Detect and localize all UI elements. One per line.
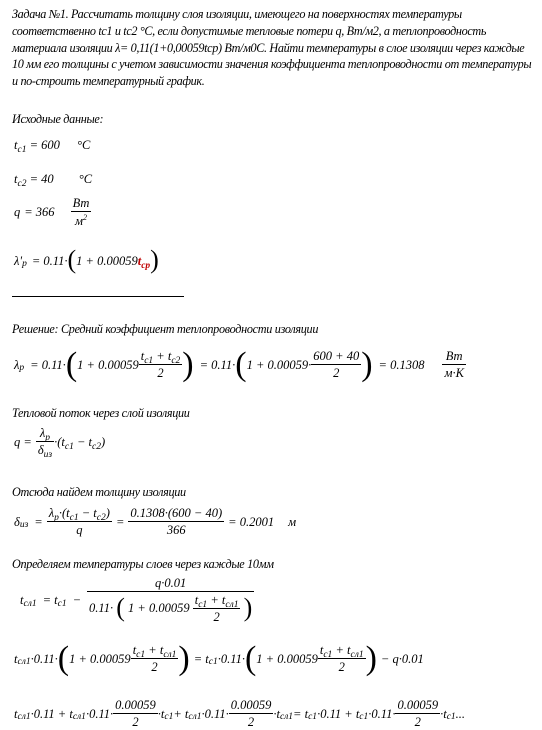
separator-line: [12, 296, 184, 297]
formula-part: λ: [39, 426, 46, 440]
formula-part: ·0.11·: [30, 651, 58, 666]
q-value: = 366: [24, 205, 55, 220]
formula-part: 2: [193, 608, 241, 625]
formula-part: сл1: [188, 712, 202, 722]
eq2-rest: [54, 435, 105, 450]
q-unit-num: Вт: [72, 196, 90, 210]
formula-part: c1: [164, 712, 174, 722]
formula-part: ): [365, 640, 377, 677]
formula-part: 366: [128, 521, 224, 538]
temps-heading: Определяем температуры слоев через каждые 10мм: [12, 557, 274, 571]
lambda-expr-b: 1 + 0.00059: [76, 253, 138, 268]
equation-layer-temp-linear: [14, 698, 465, 730]
formula-part: ·(t: [54, 434, 65, 449]
formula-part: 2: [131, 658, 179, 675]
formula-part: 0.1308·(600 − 40): [130, 506, 223, 520]
given-lambda: [14, 246, 159, 276]
formula-part: ·t: [440, 706, 447, 721]
formula-part: q: [47, 521, 112, 538]
formula-part: ): [100, 434, 106, 449]
formula-part: [36, 441, 54, 458]
formula-part: t: [194, 593, 199, 607]
equation-mean-conductivity: [14, 346, 466, 384]
formula-part: [131, 643, 179, 658]
formula-part: [113, 698, 158, 730]
formula-part: = t: [293, 706, 309, 721]
formula-part: c1: [64, 441, 74, 452]
formula-part: 600 + 40: [313, 349, 360, 363]
eq2-frac: [36, 426, 54, 458]
formula-part: ·t: [273, 706, 280, 721]
formula-part: + t: [207, 593, 226, 607]
solution-heading: Решение: Средний коэффициент теплопроводности изоляции: [12, 322, 319, 336]
formula-part: c2: [92, 441, 101, 452]
tc2-symbol: t: [14, 172, 18, 186]
formula-part: 2: [229, 713, 274, 730]
formula-part: + t: [153, 349, 172, 363]
formula-part: сл1: [225, 600, 239, 610]
formula-part: ·0.11 + t: [317, 706, 360, 721]
formula-part: cp: [141, 260, 151, 271]
formula-part: t: [319, 643, 324, 657]
formula-part: t: [132, 643, 137, 657]
formula-part: p: [54, 513, 59, 523]
formula-part: 0.00059: [230, 698, 272, 712]
lambda-tcp: [138, 254, 150, 269]
formula-part: = t: [42, 593, 58, 607]
formula-part: 2: [311, 364, 361, 381]
formula-part: 1 + 0.00059: [256, 651, 318, 666]
formula-part: c1: [359, 712, 369, 722]
formula-part: c1: [323, 650, 333, 660]
formula-part: 2: [139, 364, 183, 381]
eq1-d: 1 + 0.00059·: [246, 357, 312, 372]
formula-part: [318, 643, 366, 658]
formula-part: [395, 698, 440, 730]
flux-heading: Тепловой поток через слой изоляции: [12, 406, 190, 420]
formula-part: (: [65, 346, 78, 383]
formula-part: [36, 426, 54, 441]
formula-part: [229, 698, 274, 730]
formula-part: t: [20, 593, 24, 607]
q-symbol: q: [14, 205, 21, 220]
formula-part: [131, 643, 179, 675]
formula-part: =: [34, 514, 43, 529]
formula-part: ...: [455, 706, 466, 721]
formula-part: Вт: [445, 349, 463, 363]
formula-part: c1: [136, 650, 146, 660]
eq1-a: = 0.11·: [30, 357, 66, 372]
paren-open: (: [67, 245, 77, 274]
formula-part: + t: [145, 643, 164, 657]
eq2-lhs: q =: [14, 434, 32, 449]
formula-part: м: [74, 214, 83, 229]
formula-part: [193, 593, 241, 608]
equation-layer-temp: [20, 576, 254, 625]
formula-part: ·0.11·: [201, 706, 229, 721]
formula-part: (: [235, 346, 247, 383]
formula-part: =: [115, 514, 125, 529]
eq1-result: = 0.1308: [378, 357, 425, 372]
formula-part: 0.00059: [397, 698, 439, 712]
formula-part: [318, 643, 366, 675]
lambda-symbol: λ': [14, 253, 23, 268]
formula-part: c1: [308, 712, 318, 722]
lambda-expr-a: = 0.11·: [31, 253, 68, 268]
tc2-subscript: c2: [17, 179, 27, 189]
formula-part: c1: [446, 712, 456, 722]
equation-thickness: [14, 506, 296, 538]
tc1-unit: °C: [77, 138, 91, 152]
formula-part: − t: [78, 506, 97, 520]
thickness-heading: Отсюда найдем толщину изоляции: [12, 485, 186, 499]
formula-part: сл1: [279, 712, 294, 722]
eq3-result: = 0.2001: [228, 514, 275, 529]
formula-part: ·0.11·: [217, 651, 245, 666]
paren-close: ): [150, 245, 159, 274]
q-unit: [71, 196, 92, 229]
eq1-b: 1 + 0.00059: [77, 357, 139, 372]
formula-part: ·(t: [58, 506, 70, 520]
formula-part: − q·0.01: [380, 651, 424, 666]
formula-part: ·0.11 + t: [30, 706, 73, 721]
formula-part: 0.00059: [115, 698, 156, 712]
given-heading: Исходные данные:: [12, 112, 104, 126]
q-unit-den: $м^2$: [71, 211, 92, 229]
formula-part: [87, 591, 254, 625]
given-q: [14, 196, 91, 229]
formula-part: 0.11·: [89, 600, 114, 615]
eq1-frac: [139, 349, 183, 381]
formula-part: сл1: [72, 712, 86, 722]
eq1-c: = 0.11·: [199, 357, 236, 372]
formula-part: 2: [395, 713, 440, 730]
tc2-value: = 40: [29, 172, 54, 186]
lambda-subscript: p: [22, 259, 27, 269]
given-tc2: [14, 172, 92, 187]
formula-part: ): [361, 346, 373, 383]
tc1-value: = 600: [29, 138, 60, 152]
eq3-frac1: [47, 506, 112, 538]
formula-part: ): [105, 506, 110, 520]
formula-part: (: [116, 593, 125, 622]
formula-part: ): [182, 346, 194, 383]
formula-part: м·К: [444, 366, 464, 380]
formula-part: ·0.11·: [368, 706, 396, 721]
equation-heat-flux: [14, 426, 105, 458]
eq4-frac: [87, 576, 254, 625]
formula-part: ): [243, 593, 253, 622]
tc1-symbol: t: [14, 138, 18, 152]
formula-part: + t: [173, 706, 189, 721]
formula-part: 1 + 0.00059: [69, 651, 131, 666]
formula-part: c1: [144, 356, 154, 366]
tc1-subscript: c1: [17, 145, 27, 155]
formula-part: сл1: [350, 650, 364, 660]
formula-part: [47, 506, 112, 521]
equation-layer-temp-expanded: [14, 640, 424, 678]
formula-part: сл1: [17, 712, 31, 722]
formula-part: t: [137, 253, 142, 268]
formula-part: (: [57, 640, 70, 677]
formula-part: 2: [318, 658, 366, 675]
formula-part: c1: [198, 600, 208, 610]
eq1-frac2: [311, 349, 361, 381]
formula-part: c1: [69, 513, 79, 523]
formula-part: q·0.01: [155, 576, 187, 590]
formula-part: c1: [208, 657, 218, 667]
formula-part: c1: [57, 598, 67, 609]
formula-part: t: [14, 651, 18, 666]
formula-part: c2: [96, 513, 106, 523]
formula-part: t: [140, 349, 145, 363]
formula-part: ): [178, 640, 190, 677]
given-tc1: [14, 138, 90, 153]
tc2-unit: °C: [78, 172, 93, 186]
formula-part: ·t: [157, 706, 165, 721]
formula-part: из: [19, 520, 29, 530]
formula-part: λ: [48, 506, 55, 520]
formula-part: сл1: [23, 598, 37, 609]
formula-part: p: [19, 363, 25, 373]
formula-part: − t: [73, 434, 92, 449]
formula-part: 2: [113, 713, 158, 730]
eq3-unit: м: [288, 514, 297, 529]
eq3-frac2: [128, 506, 224, 538]
formula-part: c2: [171, 356, 181, 366]
formula-part: −: [72, 593, 82, 607]
formula-part: сл1: [17, 657, 31, 667]
eq1-unit: [442, 349, 465, 381]
task-statement: Задача №1. Рассчитать толщину слоя изоляции, имеющего на поверхностях температуры соответственно tc1 и tc2 °C, если допустимые тепловые потери q, Вт/м2, а теплопроводность материала изоляции λ= 0,11(1+0,00059tср) Вт/м0С. Найти температуры в слое изоляции через каждые 10 мм его толщины с учетом зависимости значения коэффициента теплопроводности от температуры и по-строить температурный график.: [12, 7, 532, 89]
formula-part: сл1: [163, 650, 177, 660]
formula-part: из: [43, 450, 53, 460]
eq1-lhs: λ: [14, 357, 20, 372]
formula-part: = t: [193, 651, 209, 666]
formula-part: 1 + 0.00059: [128, 600, 190, 615]
formula-part: [193, 593, 241, 625]
formula-part: (: [244, 640, 257, 677]
formula-part: t: [14, 706, 18, 721]
formula-part: [139, 349, 183, 364]
formula-part: + t: [332, 643, 351, 657]
formula-part: p: [45, 433, 51, 443]
formula-part: ·0.11·: [85, 706, 114, 721]
formula-part: δ: [14, 514, 20, 529]
formula-part: δ: [37, 443, 44, 457]
